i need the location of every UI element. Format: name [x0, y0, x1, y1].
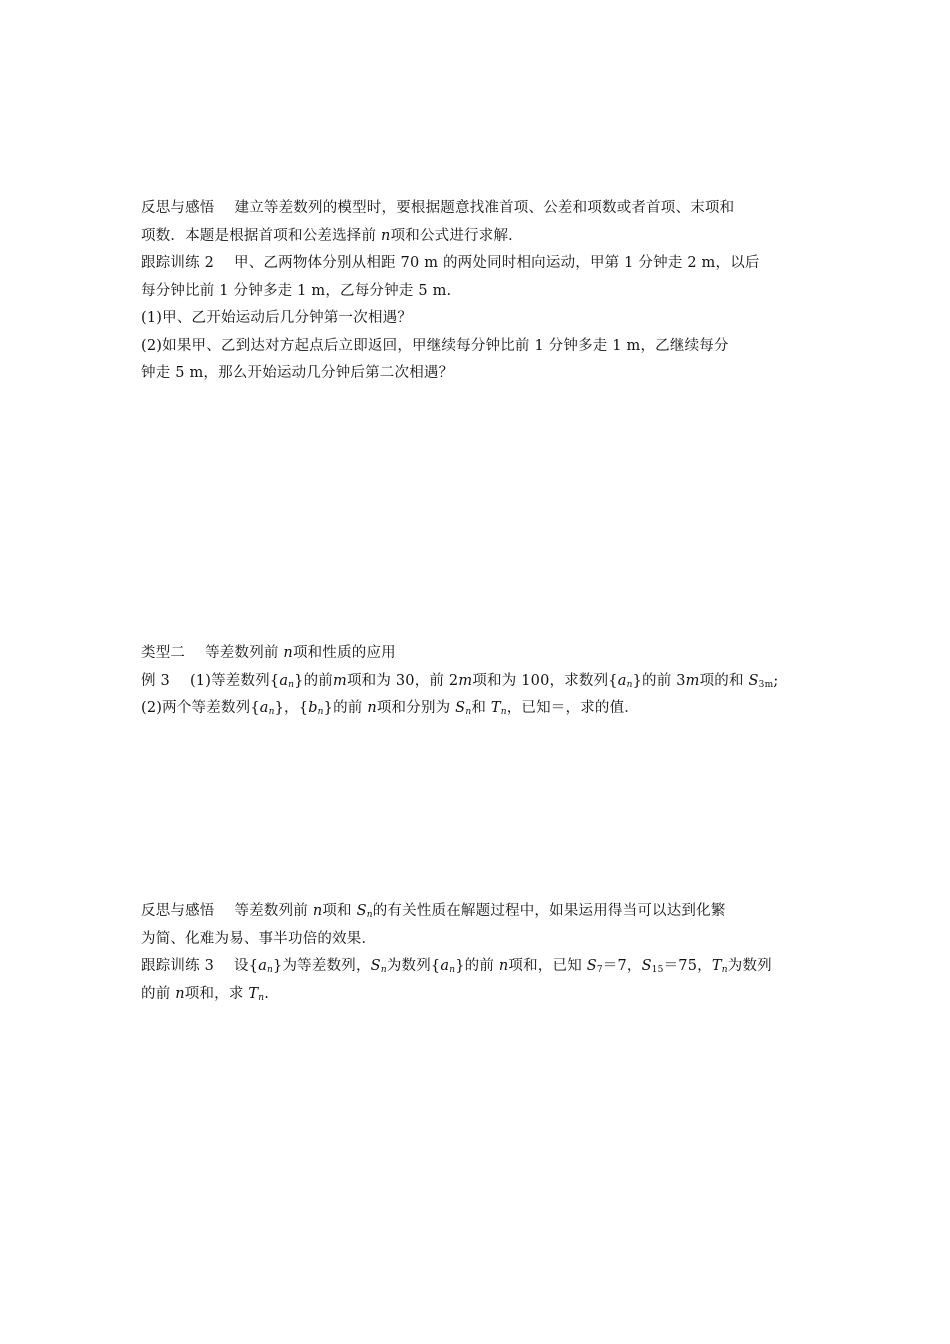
math-var-T: T [711, 958, 722, 974]
math-var-a: a [440, 958, 450, 974]
math-var-a: a [259, 700, 269, 716]
type-title: 项和性质的应用 [292, 645, 396, 661]
type-label: 类型二 [141, 645, 186, 661]
training-text: . [264, 985, 270, 1002]
training-text: 为数列{ [386, 958, 441, 974]
math-subscript: 3m [758, 679, 774, 690]
training-2-question-2b: 钟走 5 m，那么开始运动几分钟后第二次相遇？ [141, 365, 454, 381]
math-subscript: n [721, 965, 728, 975]
example-text: }的前 [294, 672, 333, 689]
math-var-m: m [685, 672, 700, 689]
training-text: 甲、乙两物体分别从相距 70 m 的两处同时相向运动，甲第 1 分钟走 2 m，以后 [234, 255, 760, 271]
math-var-m: m [458, 672, 473, 689]
training-3-line-1 [141, 953, 813, 981]
math-subscript: n [380, 965, 387, 975]
reflection-text: 项数．本题是根据首项和公差选择前 [141, 227, 377, 244]
training-text: 为数列 [727, 958, 772, 974]
training-2-question-2a: (2)如果甲、乙到达对方起点后立即返回，甲继续每分钟比前 1 分钟多走 1 m，乙继续每分 [141, 337, 729, 354]
math-subscript: n [258, 992, 265, 1003]
math-subscript: n [449, 965, 456, 975]
training-text: }为等差数列， [273, 958, 371, 974]
math-subscript: 7 [596, 965, 603, 975]
math-var-S: S [356, 903, 367, 919]
math-var-n: n [381, 227, 391, 244]
math-var-T: T [490, 700, 501, 716]
training-label: 跟踪训练 2 [141, 255, 215, 271]
example-text: 和 [471, 700, 487, 716]
reflection-text: 等差数列前 [234, 903, 308, 919]
math-subscript: n [267, 965, 274, 975]
example-text: (2)两个等差数列{ [141, 700, 260, 716]
training-2-line-1 [141, 250, 813, 278]
section-type-2 [141, 640, 813, 723]
math-var-n: n [283, 645, 293, 661]
math-var-m: m [333, 672, 347, 689]
math-var-n: n [312, 903, 323, 919]
reflection-1-line-2 [141, 223, 813, 251]
math-var-S: S [586, 958, 597, 974]
math-subscript: n [465, 707, 472, 717]
math-subscript: n [500, 707, 507, 717]
math-var-a: a [617, 672, 627, 689]
reflection-text: 项和 [322, 903, 352, 919]
reflection-text: 的有关性质在解题过程中，如果运用得当可以达到化繁 [372, 903, 726, 919]
math-subscript: 15 [651, 965, 664, 975]
example-label: 例 3 [141, 672, 170, 689]
example-text: 项的和 [699, 672, 744, 689]
training-2-line-2: 每分钟比前 1 分钟多走 1 m，乙每分钟走 5 m. [141, 282, 452, 299]
example-text: 项和分别为 [376, 700, 451, 716]
example-text: (1)等差数列{ [189, 672, 280, 689]
math-var-S: S [641, 958, 652, 974]
training-text: 设{ [234, 958, 259, 974]
math-subscript: n [288, 679, 295, 690]
reflection-text: 建立等差数列的模型时，要根据题意找准首项、公差和项数或者首项、末项和 [234, 200, 735, 216]
training-text: ＝7， [602, 958, 642, 974]
example-text: }的前 [323, 700, 363, 716]
math-subscript: n [268, 707, 275, 717]
training-text: 项和，已知 [508, 958, 582, 974]
math-subscript: n [317, 707, 324, 717]
math-var-S: S [748, 672, 759, 689]
math-var-n: n [367, 700, 377, 716]
training-label: 跟踪训练 3 [141, 958, 215, 974]
training-text: 项和，求 [184, 985, 244, 1002]
math-var-S: S [370, 958, 381, 974]
example-text: }，{ [274, 700, 309, 716]
math-var-T: T [248, 985, 259, 1002]
training-text: 的前 [141, 985, 171, 1002]
example-text: ，已知＝，求的值． [506, 700, 640, 716]
section-reflection-1 [141, 195, 813, 388]
reflection-3-line-1 [141, 898, 813, 926]
reflection-label: 反思与感悟 [141, 200, 215, 216]
math-var-S: S [455, 700, 466, 716]
type-title: 等差数列前 [205, 645, 279, 661]
math-var-a: a [279, 672, 289, 689]
reflection-label: 反思与感悟 [141, 903, 215, 919]
reflection-text: 项和公式进行求解． [390, 227, 523, 244]
training-text: }的前 [455, 958, 495, 974]
math-var-n: n [175, 985, 185, 1002]
section-reflection-3 [141, 898, 813, 1008]
training-3-line-2 [141, 981, 813, 1009]
training-text: ＝75， [663, 958, 712, 974]
example-text: }的前 3 [632, 672, 686, 689]
math-subscript: n [626, 679, 633, 690]
reflection-1-line-1 [141, 195, 813, 223]
math-var-a: a [258, 958, 268, 974]
example-3-part-1 [141, 668, 813, 696]
math-var-b: b [308, 700, 318, 716]
type-heading [141, 640, 813, 668]
example-text: ; [773, 672, 779, 689]
training-2-question-1: (1)甲、乙开始运动后几分钟第一次相遇？ [141, 310, 413, 326]
example-3-part-2 [141, 695, 813, 723]
math-subscript: n [366, 910, 373, 920]
math-var-n: n [498, 958, 509, 974]
reflection-3-line-2: 为简、化难为易、事半功倍的效果． [141, 930, 377, 947]
example-text: 项和为 30，前 2 [346, 672, 459, 689]
example-text: 项和为 100，求数列{ [472, 672, 618, 689]
